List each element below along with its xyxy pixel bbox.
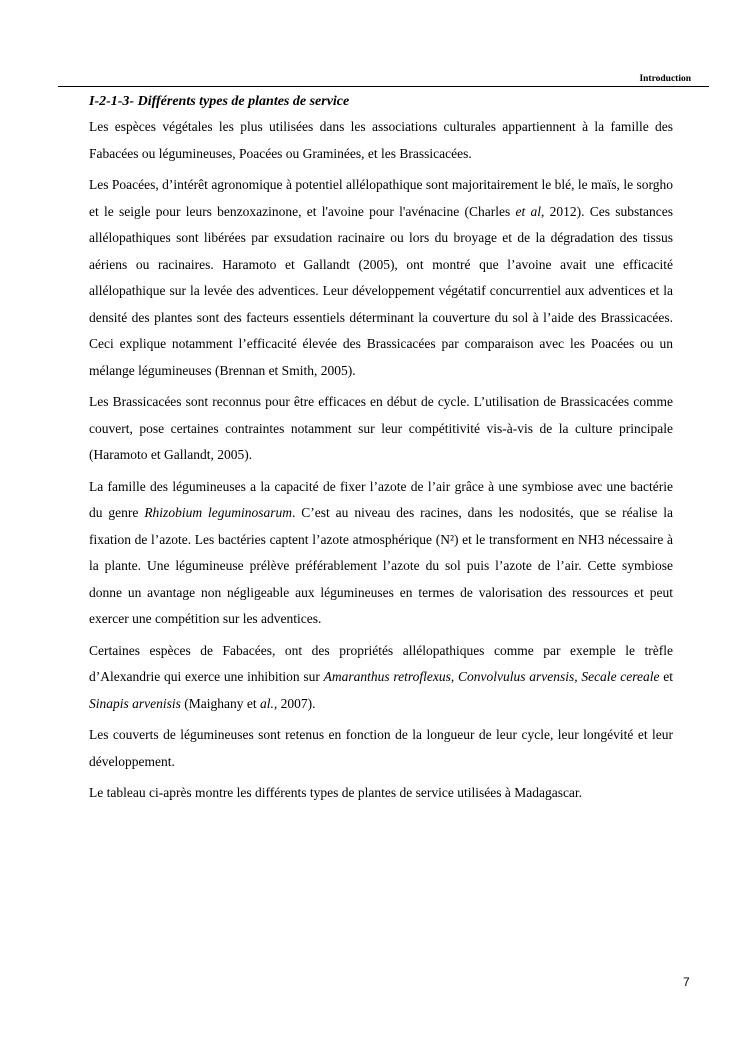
species-secale: Secale cereale bbox=[581, 669, 660, 684]
species-sinapis: Sinapis arvenisis bbox=[89, 695, 181, 711]
paragraph-4-text-a: La famille des légumineuses a la capacité de fixer l’azote de l’air grâce à une symbiose avec une bactérie du genre bbox=[89, 478, 673, 520]
paragraph-4-text-b: . C’est au niveau des racines, dans les nodosités, que se réalise la fixation de l’azote. Les bactéries captent l’azote atmosphérique (N²) et le transforment en NH3 nécessaire à la plante. Une légumineuse prélève préférablement l’azote du sol puis l’azote de l’air. Cette symbiose donne un avantage non négligeable aux légumineuses en termes de valorisation des ressources et peut exercer une compétition sur les adventices. bbox=[89, 505, 673, 626]
paragraph-4 bbox=[89, 474, 673, 633]
paragraph-5-sep-2: , bbox=[574, 669, 582, 684]
paragraph-5-sep-3: et bbox=[659, 669, 673, 684]
paragraph-5-text-c: 2007). bbox=[277, 695, 316, 711]
paragraph-3: Les Brassicacées sont reconnus pour être efficaces en début de cycle. L’utilisation de Brassicacées comme couvert, pose certaines contraintes notamment sur leur compétitivité vis-à-vis de la culture principale (Haramoto et Gallandt, 2005). bbox=[89, 394, 673, 462]
paragraph-2 bbox=[89, 172, 673, 384]
paragraph-5-text-b: (Maighany et bbox=[180, 695, 260, 711]
paragraph-5-al: al., bbox=[260, 695, 278, 711]
paragraph-4-species: Rhizobium leguminosarum bbox=[144, 505, 292, 520]
section-title: I-2-1-3- Différents types de plantes de service bbox=[89, 94, 350, 109]
paragraph-2-et-al: et al bbox=[515, 203, 542, 219]
species-convolvulus: Convolvulus arvensis bbox=[457, 669, 575, 684]
paragraph-2-text-a: Les Poacées, d’intérêt agronomique à potentiel allélopathique sont majoritairement le blé, le maïs, le sorgho et le seigle pour leurs benzoxazinone, et l'avoine pour l'avénacine (Charles bbox=[89, 177, 673, 219]
paragraph-5 bbox=[89, 638, 673, 718]
page-number: 7 bbox=[683, 975, 690, 989]
document-body bbox=[89, 92, 673, 812]
paragraph-2-text-b: , 2012). Ces substances allélopathiques sont libérées par exsudation racinaire ou lors du broyage et de la dégradation des tissus aériens ou racinaires. Haramoto et Gallandt (2005), ont montré que l’avoine avait une efficacité allélopathique sur la levée des adventices. Leur développement végétatif concurrentiel aux adventices et la densité des plantes sont des facteurs essentiels déterminant la couverture du sol à l’aide des Brassicacées. Ceci explique notamment l’efficacité élevée des Brassicacées par comparaison avec les Poacées ou un mélange légumineuses (Brennan et Smith, 2005). bbox=[89, 203, 673, 378]
page-header-label: Introduction bbox=[639, 74, 691, 84]
paragraph-6: Les couverts de légumineuses sont retenus en fonction de la longueur de leur cycle, leur longévité et leur développement. bbox=[89, 727, 673, 769]
paragraph-5-sep-1: , bbox=[450, 669, 458, 684]
species-amaranthus: Amaranthus retroflexus bbox=[323, 669, 451, 684]
paragraph-1: Les espèces végétales les plus utilisées dans les associations culturales appartiennent à la famille des Fabacées ou légumineuses, Poacées ou Graminées, et les Brassicacées. bbox=[89, 119, 673, 161]
header-rule bbox=[58, 86, 709, 87]
paragraph-7: Le tableau ci-après montre les différents types de plantes de service utilisées à Madagascar. bbox=[89, 785, 583, 800]
paragraph-5-text-a: Certaines espèces de Fabacées, ont des propriétés allélopathiques comme par exemple le trèfle d’Alexandrie qui exerce une inhibition sur bbox=[89, 642, 673, 684]
